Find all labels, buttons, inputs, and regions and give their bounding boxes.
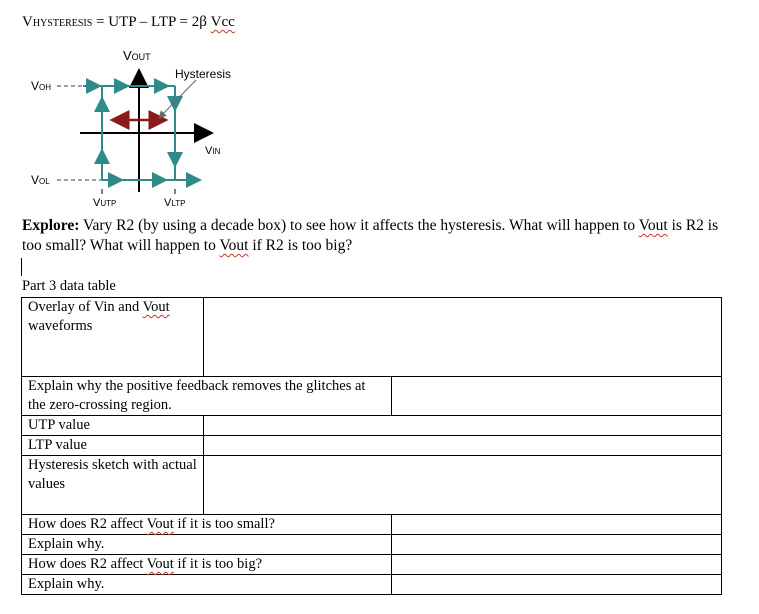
r2-small-text-1: How does R2 affect (28, 516, 147, 532)
vol-label: VOL (31, 173, 50, 187)
formula-subscript: HYSTERESIS (32, 18, 93, 29)
explore-heading: Explore: (22, 217, 80, 234)
explore-vout-2: Vout (219, 237, 249, 254)
hysteresis-label: Hysteresis (175, 67, 232, 81)
explore-vout-1: Vout (638, 217, 668, 234)
row-label-overlay (22, 298, 204, 377)
explore-text-3: if R2 is too big? (248, 237, 353, 254)
answer-cell-explain-1[interactable] (392, 535, 722, 555)
table-row (22, 535, 722, 555)
overlay-vout: Vout (142, 299, 170, 315)
answer-cell-r2-small[interactable] (392, 515, 722, 535)
row-label-hysteresis-sketch: Hysteresis sketch with actual values (22, 456, 204, 515)
vltp-label: VLTP (164, 197, 186, 209)
row-label-explain-1: Explain why. (22, 535, 392, 555)
table-row (22, 416, 722, 436)
table-row (22, 555, 722, 575)
overlay-text: Overlay of Vin and (28, 299, 143, 315)
r2-big-vout: Vout (146, 556, 174, 572)
answer-cell-ltp[interactable] (204, 436, 722, 456)
r2-small-vout: Vout (146, 516, 174, 532)
explore-text-1: Vary R2 (by using a decade box) to see how it affects the hysteresis. What will happen to (79, 217, 639, 234)
data-table (21, 297, 722, 595)
formula-vcc: Vcc (210, 14, 235, 30)
table-row (22, 436, 722, 456)
table-row (22, 298, 722, 377)
answer-cell-positive-feedback[interactable] (392, 377, 722, 416)
formula-body: = UTP – LTP = 2β (92, 14, 211, 30)
explore-text-2: is R2 is too small? What will happen to (22, 217, 719, 254)
formula-v: V (22, 14, 33, 30)
hysteresis-formula (22, 14, 235, 31)
answer-cell-explain-2[interactable] (392, 575, 722, 595)
text-cursor (21, 258, 22, 276)
row-label-r2-small (22, 515, 392, 535)
vout-label: VOUT (123, 48, 151, 63)
row-label-positive-feedback: Explain why the positive feedback removes the glitches at the zero-crossing region. (22, 377, 392, 416)
table-row (22, 377, 722, 416)
answer-cell-utp[interactable] (204, 416, 722, 436)
r2-big-text-1: How does R2 affect (28, 556, 147, 572)
vin-label: VIN (205, 145, 221, 157)
vutp-label: VUTP (93, 197, 117, 209)
table-row (22, 575, 722, 595)
r2-small-text-2: if it is too small? (173, 516, 275, 532)
table-row (22, 456, 722, 515)
table-caption: Part 3 data table (22, 278, 116, 294)
answer-cell-r2-big[interactable] (392, 555, 722, 575)
row-label-r2-big (22, 555, 392, 575)
answer-cell-overlay[interactable] (204, 298, 722, 377)
row-label-ltp: LTP value (22, 436, 204, 456)
hysteresis-diagram (0, 40, 300, 215)
row-label-explain-2: Explain why. (22, 575, 392, 595)
answer-cell-hysteresis-sketch[interactable] (204, 456, 722, 515)
explore-paragraph (22, 216, 732, 256)
table-row (22, 515, 722, 535)
overlay-text-2: waveforms (28, 318, 93, 334)
row-label-utp: UTP value (22, 416, 204, 436)
r2-big-text-2: if it is too big? (173, 556, 263, 572)
voh-label: VOH (31, 79, 52, 93)
